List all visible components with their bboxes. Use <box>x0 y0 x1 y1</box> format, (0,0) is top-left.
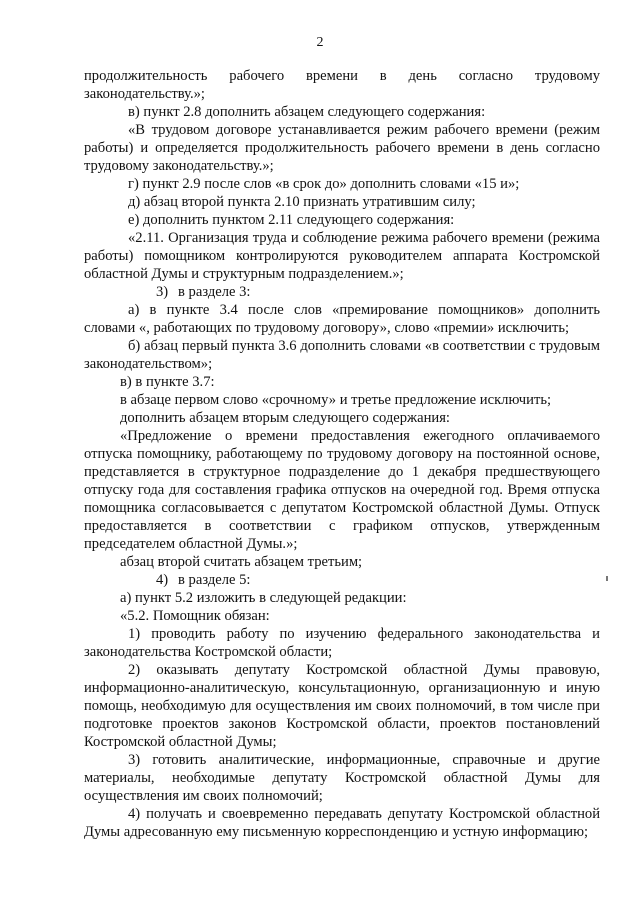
list-number: 4) <box>156 572 169 588</box>
paragraph-text: в разделе 5: <box>178 572 251 588</box>
paragraph: а) пункт 5.2 изложить в следующей редакции: <box>120 590 407 606</box>
document-body <box>84 67 600 841</box>
paragraph: в) в пункте 3.7: <box>120 374 215 390</box>
paragraph: абзац второй считать абзацем третьим; <box>120 554 363 570</box>
paragraph: дополнить абзацем вторым следующего содержания: <box>120 410 450 426</box>
paragraph <box>84 283 600 301</box>
paragraph: «5.2. Помощник обязан: <box>120 608 270 624</box>
scan-speck <box>606 576 608 581</box>
paragraph-text: в разделе 3: <box>178 284 251 300</box>
paragraph: 1) проводить работу по изучению федерального законодательства и законодательства Костромской области; <box>84 626 600 660</box>
paragraph: в) пункт 2.8 дополнить абзацем следующего содержания: <box>128 104 486 120</box>
paragraph: б) абзац первый пункта 3.6 дополнить словами «в соответствии с трудовым законодательством»; <box>84 338 600 372</box>
paragraph: д) абзац второй пункта 2.10 признать утратившим силу; <box>128 194 476 210</box>
list-number: 3) <box>156 284 169 300</box>
paragraph: 3) готовить аналитические, информационные, справочные и другие материалы, необходимые депутату Костромской областной Думы для осуществления им своих полномочий; <box>84 752 600 804</box>
paragraph: в абзаце первом слово «срочному» и третье предложение исключить; <box>120 392 552 408</box>
paragraph: продолжительность рабочего времени в день согласно трудовому законодательству.»; <box>84 68 600 102</box>
paragraph <box>84 571 600 589</box>
paragraph: а) в пункте 3.4 после слов «премирование помощников» дополнить словами «, работающих по трудовому договору», слово «премии» исключить; <box>84 302 600 336</box>
paragraph: г) пункт 2.9 после слов «в срок до» дополнить словами «15 и»; <box>128 176 520 192</box>
paragraph: «Предложение о времени предоставления ежегодного оплачиваемого отпуска помощнику, работающему по трудовому договору на постоянной основе, представляется в структурное подразделение до 1 декабря предшествующего отпуску года для составления графика отпусков на очередной год. Время отпуска помощника согласовывается с депутатом Костромской областной Думы. Отпуск предоставляется в соответствии с графиком отпусков, утвержденным председателем областной Думы.»; <box>84 428 600 552</box>
paragraph: 4) получать и своевременно передавать депутату Костромской областной Думы адресованную ему письменную корреспонденцию и устную информацию; <box>84 806 600 840</box>
paragraph: е) дополнить пунктом 2.11 следующего содержания: <box>128 212 455 228</box>
page-number: 2 <box>316 35 324 50</box>
paragraph: «2.11. Организация труда и соблюдение режима рабочего времени (режима работы) помощником контролируются руководителем аппарата Костромской областной Думы и структурным подразделением.»; <box>84 230 600 282</box>
paragraph: «В трудовом договоре устанавливается режим рабочего времени (режим работы) и определяется продолжительность рабочего времени в день согласно трудовому законодательству.»; <box>84 122 600 174</box>
paragraph: 2) оказывать депутату Костромской областной Думы правовую, информационно-аналитическую, консультационную, организационную и иную помощь, необходимую для осуществления им своих полномочий, в том числе при подготовке проектов законов Костромской области, проектов постановлений Костромской областной Думы; <box>84 662 600 750</box>
